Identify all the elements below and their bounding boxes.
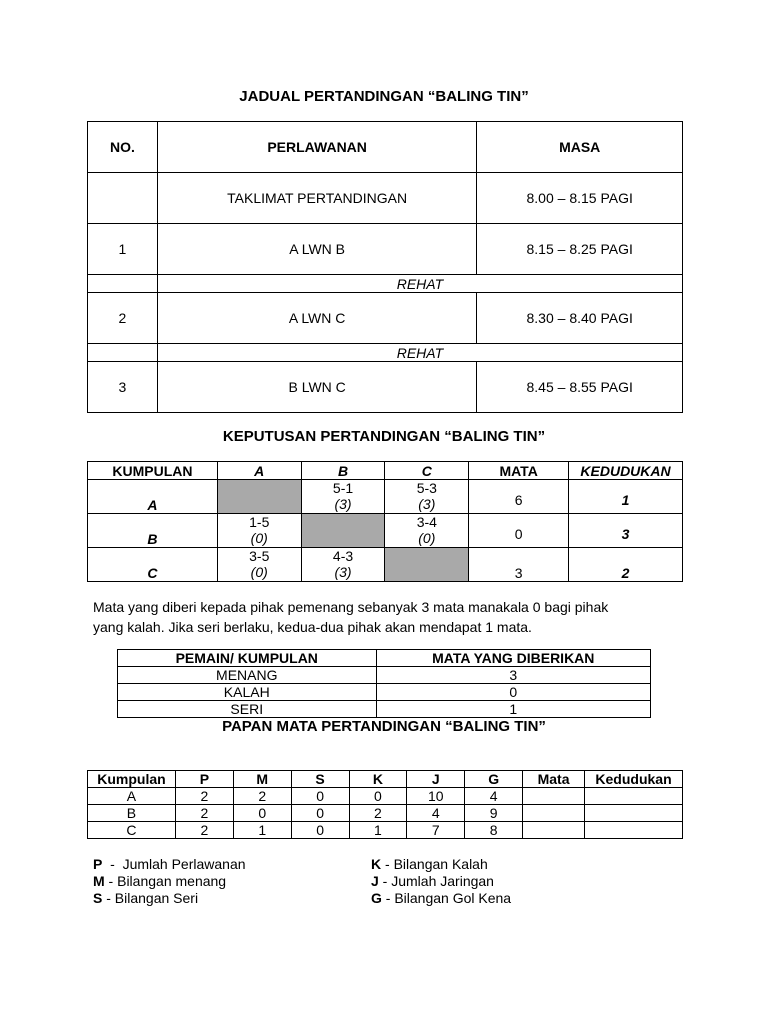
team-label: B <box>147 531 158 547</box>
header-g: G <box>465 771 523 788</box>
legend-item <box>93 856 246 873</box>
schedule-table <box>87 121 683 413</box>
rest-blank <box>88 344 158 362</box>
table-header-row <box>88 122 683 173</box>
header-kedudukan: Kedudukan <box>585 771 683 788</box>
legend-key: S <box>93 890 103 906</box>
table-row <box>88 514 683 548</box>
rank-cell <box>569 480 683 514</box>
table-row <box>88 788 683 805</box>
results-title: KEPUTUSAN PERTANDINGAN “BALING TIN” <box>222 428 546 445</box>
rank-cell <box>569 548 683 582</box>
table-row <box>88 362 683 413</box>
header-j: J <box>407 771 465 788</box>
points-table <box>117 649 651 718</box>
table-header-row <box>88 771 683 788</box>
cell: 1 <box>349 822 407 839</box>
row-match: A LWN C <box>157 293 476 344</box>
score: 5-3 <box>416 480 437 496</box>
score-cell <box>217 514 301 548</box>
legend-key: P <box>93 856 103 872</box>
header-s: S <box>291 771 349 788</box>
rules-paragraph <box>93 597 693 637</box>
header-kedudukan: KEDUDUKAN <box>569 462 683 480</box>
legend-desc: - Jumlah Jaringan <box>378 873 494 889</box>
legend-item <box>93 873 246 890</box>
scoreboard-table <box>87 770 683 839</box>
cell: 8 <box>465 822 523 839</box>
legend-item <box>371 890 511 907</box>
team-cell <box>88 548 218 582</box>
rest-label: REHAT <box>157 344 682 362</box>
legend-desc: - Bilangan Seri <box>102 890 199 906</box>
rest-label: REHAT <box>157 275 682 293</box>
cell: 0 <box>349 788 407 805</box>
scoreboard-title: PAPAN MATA PERTANDINGAN “BALING TIN” <box>222 718 546 735</box>
legend-desc: - Jumlah Perlawanan <box>102 856 246 872</box>
header-masa: MASA <box>477 122 683 173</box>
results-table <box>87 461 683 582</box>
table-row <box>118 667 651 684</box>
table-header-row <box>118 650 651 667</box>
cell <box>523 805 585 822</box>
rank-value: 2 <box>621 565 630 581</box>
points: (0) <box>418 530 436 546</box>
cell: 1 <box>233 822 291 839</box>
rest-row <box>88 275 683 293</box>
score: 3-4 <box>416 514 437 530</box>
points: (0) <box>250 530 268 546</box>
cell <box>585 822 683 839</box>
points: (3) <box>334 564 352 580</box>
rank-value: 1 <box>621 491 630 508</box>
legend-item <box>371 873 511 890</box>
row-time: 8.45 – 8.55 PAGI <box>477 362 683 413</box>
cell: 2 <box>175 805 233 822</box>
result-value: 1 <box>376 701 650 718</box>
rank-cell <box>569 514 683 548</box>
cell: 2 <box>233 788 291 805</box>
mata-cell <box>469 548 569 582</box>
legend-key: G <box>371 890 382 906</box>
cell: 10 <box>407 788 465 805</box>
legend-left <box>93 856 246 907</box>
cell: A <box>88 788 176 805</box>
mata-value: 3 <box>514 565 523 581</box>
points: (3) <box>334 496 352 512</box>
table-row <box>88 805 683 822</box>
header-pemain: PEMAIN/ KUMPULAN <box>118 650 377 667</box>
cell: 2 <box>349 805 407 822</box>
cell <box>523 788 585 805</box>
table-row <box>88 173 683 224</box>
table-header-row <box>88 462 683 480</box>
table-row <box>88 480 683 514</box>
schedule-title: JADUAL PERTANDINGAN “BALING TIN” <box>239 88 529 105</box>
cell: 4 <box>407 805 465 822</box>
header-kumpulan: KUMPULAN <box>88 462 218 480</box>
self-cell <box>385 548 469 582</box>
row-no: 2 <box>88 293 158 344</box>
rules-line-2: yang kalah. Jika seri berlaku, kedua-dua pihak akan mendapat 1 mata. <box>93 619 532 635</box>
score-cell <box>301 480 385 514</box>
points: (0) <box>250 564 268 580</box>
team-cell <box>88 514 218 548</box>
header-mata: MATA <box>469 462 569 480</box>
header-kumpulan: Kumpulan <box>88 771 176 788</box>
header-p: P <box>175 771 233 788</box>
score: 3-5 <box>249 548 270 564</box>
row-match: TAKLIMAT PERTANDINGAN <box>157 173 476 224</box>
cell: 2 <box>175 822 233 839</box>
rank-value: 3 <box>621 525 630 542</box>
result-value: 0 <box>376 684 650 701</box>
legend-desc: - Bilangan Kalah <box>381 856 488 872</box>
legend-desc: - Bilangan menang <box>104 873 227 889</box>
mata-cell <box>469 514 569 548</box>
cell: 9 <box>465 805 523 822</box>
header-mata-diberikan: MATA YANG DIBERIKAN <box>376 650 650 667</box>
header-b: B <box>301 462 385 480</box>
table-row <box>88 293 683 344</box>
header-c: C <box>385 462 469 480</box>
score: 5-1 <box>332 480 354 496</box>
legend-item <box>371 856 511 873</box>
legend-desc: - Bilangan Gol Kena <box>381 890 512 906</box>
score-cell <box>217 548 301 582</box>
header-no: NO. <box>88 122 158 173</box>
header-perlawanan: PERLAWANAN <box>157 122 476 173</box>
header-m: M <box>233 771 291 788</box>
legend-key: M <box>93 873 105 889</box>
team-cell <box>88 480 218 514</box>
legend-item <box>93 890 246 907</box>
row-time: 8.15 – 8.25 PAGI <box>477 224 683 275</box>
team-label: C <box>147 565 158 581</box>
cell <box>585 788 683 805</box>
cell: B <box>88 805 176 822</box>
legend-right <box>371 856 511 907</box>
row-time: 8.30 – 8.40 PAGI <box>477 293 683 344</box>
table-row <box>88 224 683 275</box>
header-mata: Mata <box>523 771 585 788</box>
table-row <box>88 822 683 839</box>
cell: 2 <box>175 788 233 805</box>
cell: 0 <box>291 805 349 822</box>
mata-value: 6 <box>514 491 523 508</box>
score-cell <box>385 480 469 514</box>
result-value: 3 <box>376 667 650 684</box>
rest-blank <box>88 275 158 293</box>
team-label: A <box>147 497 158 513</box>
score-cell <box>301 548 385 582</box>
cell: 4 <box>465 788 523 805</box>
cell: 0 <box>233 805 291 822</box>
cell <box>523 822 585 839</box>
table-row <box>88 548 683 582</box>
self-cell <box>217 480 301 514</box>
points: (3) <box>418 496 436 512</box>
mata-cell <box>469 480 569 514</box>
score-cell <box>385 514 469 548</box>
cell: 0 <box>291 788 349 805</box>
row-no: 3 <box>88 362 158 413</box>
legend-key: K <box>371 856 382 872</box>
row-no <box>88 173 158 224</box>
cell: C <box>88 822 176 839</box>
legend-key: J <box>371 873 379 889</box>
result-label: MENANG <box>118 667 377 684</box>
row-match: A LWN B <box>157 224 476 275</box>
rules-line-1: Mata yang diberi kepada pihak pemenang sebanyak 3 mata manakala 0 bagi pihak <box>93 599 609 615</box>
cell: 0 <box>291 822 349 839</box>
row-match: B LWN C <box>157 362 476 413</box>
result-label: SERI <box>118 701 377 718</box>
rest-row <box>88 344 683 362</box>
score: 4-3 <box>332 548 354 564</box>
score: 1-5 <box>249 514 270 530</box>
self-cell <box>301 514 385 548</box>
header-a: A <box>217 462 301 480</box>
row-time: 8.00 – 8.15 PAGI <box>477 173 683 224</box>
mata-value: 0 <box>514 525 523 542</box>
result-label: KALAH <box>118 684 377 701</box>
cell: 7 <box>407 822 465 839</box>
header-k: K <box>349 771 407 788</box>
row-no: 1 <box>88 224 158 275</box>
cell <box>585 805 683 822</box>
table-row <box>118 701 651 718</box>
table-row <box>118 684 651 701</box>
